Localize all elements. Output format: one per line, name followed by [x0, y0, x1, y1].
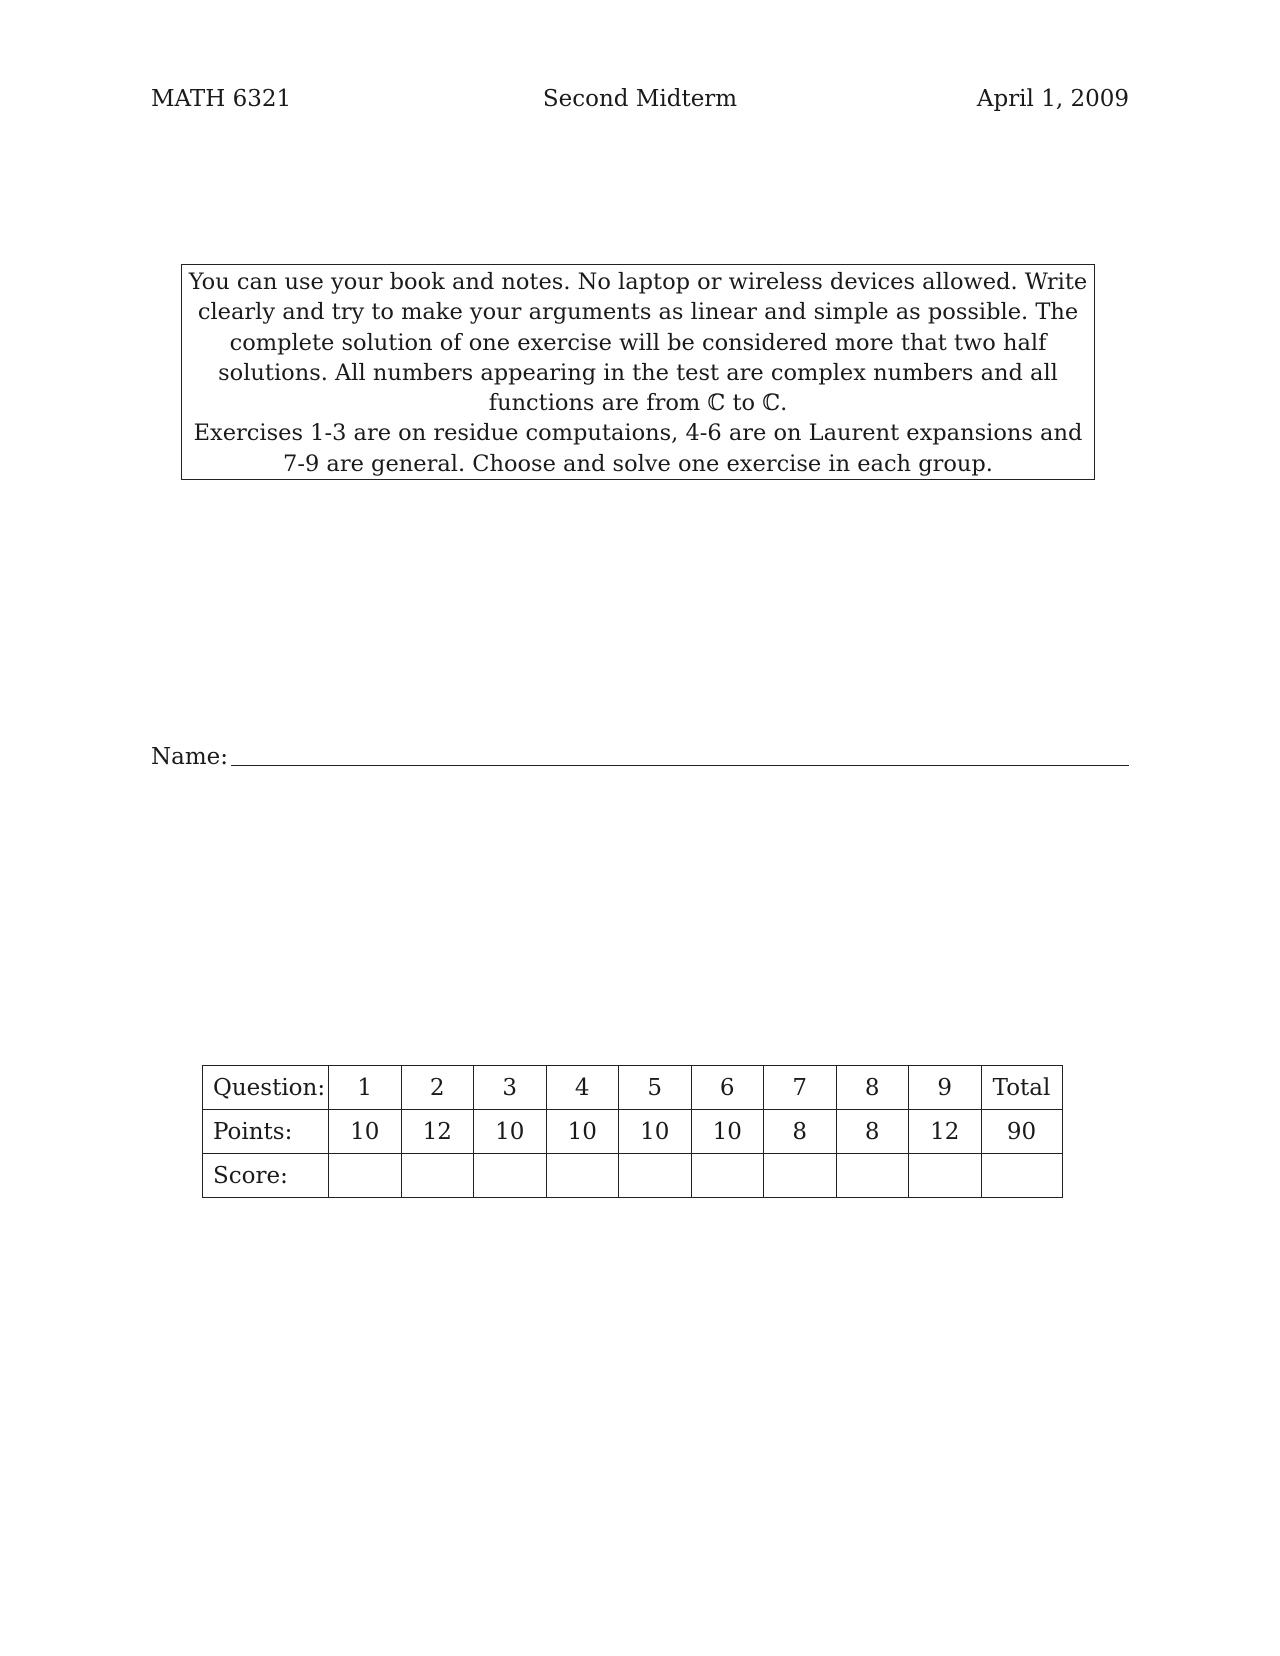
question-number: 7	[764, 1066, 837, 1110]
points-row-label: Points:	[203, 1110, 329, 1154]
question-number: 9	[909, 1066, 982, 1110]
question-row	[203, 1066, 1063, 1110]
score-row-label: Score:	[203, 1154, 329, 1198]
exam-title: Second Midterm	[542, 86, 738, 112]
page-header	[151, 86, 1129, 118]
points-cell: 10	[619, 1110, 692, 1154]
score-cell[interactable]	[764, 1154, 837, 1198]
points-cell: 12	[909, 1110, 982, 1154]
score-table	[202, 1065, 1063, 1198]
score-cell[interactable]	[691, 1154, 764, 1198]
instructions-paragraph-2: Exercises 1-3 are on residue computaions, 4-6 are on Laurent expansions and 7-9 are general. Choose and solve one exercise in each group.	[193, 420, 1083, 477]
question-number: 2	[401, 1066, 474, 1110]
total-header: Total	[981, 1066, 1062, 1110]
score-cell[interactable]	[474, 1154, 547, 1198]
points-cell: 10	[474, 1110, 547, 1154]
points-cell: 8	[764, 1110, 837, 1154]
instructions-box	[181, 264, 1095, 480]
score-total-cell[interactable]	[981, 1154, 1062, 1198]
question-number: 5	[619, 1066, 692, 1110]
question-number: 4	[546, 1066, 619, 1110]
question-number: 8	[836, 1066, 909, 1110]
points-cell: 10	[329, 1110, 402, 1154]
question-number: 1	[329, 1066, 402, 1110]
points-row	[203, 1110, 1063, 1154]
points-cell: 10	[691, 1110, 764, 1154]
exam-date: April 1, 2009	[976, 86, 1129, 112]
points-total-cell: 90	[981, 1110, 1062, 1154]
score-cell[interactable]	[619, 1154, 692, 1198]
score-cell[interactable]	[546, 1154, 619, 1198]
score-row	[203, 1154, 1063, 1198]
points-cell: 8	[836, 1110, 909, 1154]
course-code: MATH 6321	[151, 86, 292, 112]
name-label: Name:	[151, 744, 229, 770]
score-cell[interactable]	[401, 1154, 474, 1198]
instructions-paragraph-1: You can use your book and notes. No laptop or wireless devices allowed. Write clearly and try to make your arguments as linear and simple as possible. The complete solution of one exercise will be considered more that two half solutions. All numbers appearing in the test are complex numbers and all functions are from ℂ to ℂ.	[188, 269, 1088, 417]
question-number: 6	[691, 1066, 764, 1110]
points-cell: 10	[546, 1110, 619, 1154]
score-cell[interactable]	[836, 1154, 909, 1198]
score-cell[interactable]	[329, 1154, 402, 1198]
score-cell[interactable]	[909, 1154, 982, 1198]
points-cell: 12	[401, 1110, 474, 1154]
name-row	[151, 744, 1129, 778]
question-number: 3	[474, 1066, 547, 1110]
question-row-label: Question:	[203, 1066, 329, 1110]
name-field[interactable]	[231, 765, 1129, 766]
